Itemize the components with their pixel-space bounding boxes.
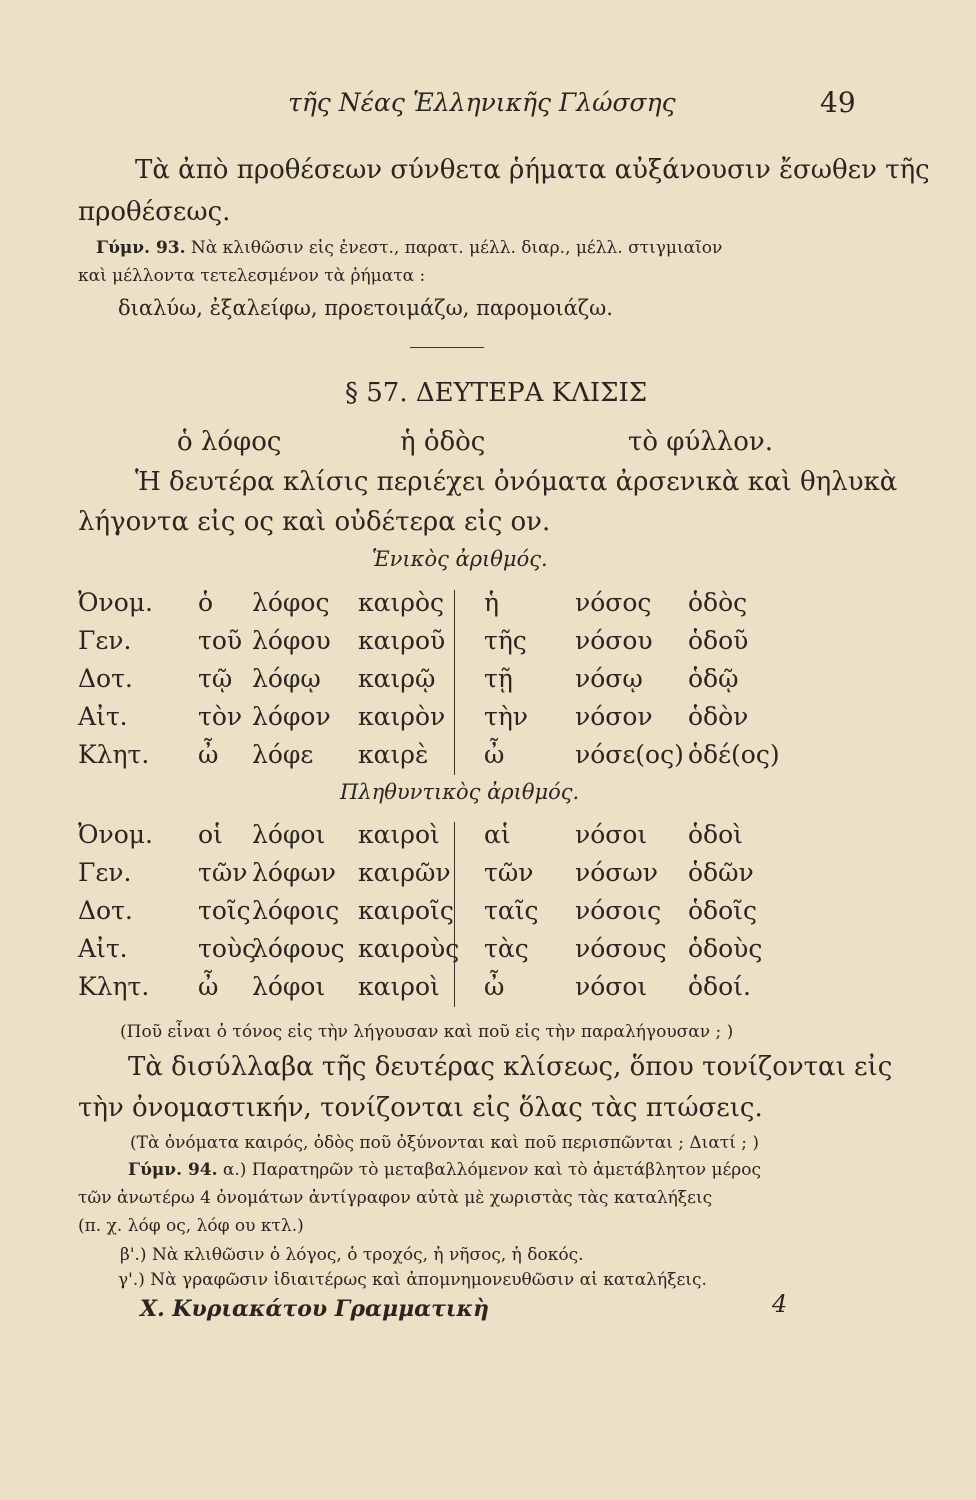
plural-cell-odos: ὁδοί. bbox=[688, 972, 751, 1001]
singular-cell-article-m: ὁ bbox=[198, 588, 214, 617]
plural-cell-kairos: καιροὶ bbox=[358, 820, 440, 849]
example-lofos: ὁ λόφος bbox=[177, 427, 282, 457]
intro-line-2: προθέσεως. bbox=[78, 197, 231, 227]
singular-cell-lofos: λόφος bbox=[252, 588, 330, 617]
singular-cell-case: Δοτ. bbox=[78, 664, 133, 693]
exercise-93-label: Γύμν. 93. bbox=[96, 238, 186, 258]
plural-column-divider bbox=[454, 822, 455, 1007]
singular-cell-kairos: καιρὸν bbox=[358, 702, 446, 731]
singular-cell-article-f: τὴν bbox=[484, 702, 529, 731]
plural-cell-odos: ὁδοὺς bbox=[688, 934, 763, 963]
plural-cell-article-f: ὦ bbox=[484, 972, 505, 1001]
singular-cell-nosos: νόσος bbox=[575, 588, 652, 617]
plural-cell-case: Κλητ. bbox=[78, 972, 150, 1001]
plural-cell-kairos: καιροὶ bbox=[358, 972, 440, 1001]
singular-cell-article-m: τοῦ bbox=[198, 626, 243, 655]
singular-cell-lofos: λόφου bbox=[252, 626, 331, 655]
plural-cell-lofos: λόφοις bbox=[252, 896, 340, 925]
singular-cell-kairos: καιρῷ bbox=[358, 664, 436, 693]
singular-cell-article-m: τῷ bbox=[198, 664, 233, 693]
plural-cell-lofos: λόφοι bbox=[252, 972, 326, 1001]
singular-cell-case: Αἰτ. bbox=[78, 702, 128, 731]
singular-cell-lofos: λόφε bbox=[252, 740, 314, 769]
plural-cell-kairos: καιρῶν bbox=[358, 858, 451, 887]
plural-cell-odos: ὁδοῖς bbox=[688, 896, 757, 925]
singular-cell-article-m: τὸν bbox=[198, 702, 243, 731]
singular-cell-odos: ὁδῷ bbox=[688, 664, 739, 693]
plural-heading: Πληθυντικὸς ἀριθμός. bbox=[340, 780, 580, 804]
question-1: (Ποῦ εἶναι ὁ τόνος εἰς τὴν λήγουσαν καὶ ποῦ εἰς τὴν παραλήγουσαν ; ) bbox=[120, 1022, 734, 1042]
rule-line-2: τὴν ὀνομαστικήν, τονίζονται εἰς ὅλας τὰς πτώσεις. bbox=[78, 1093, 763, 1123]
singular-cell-article-f: τῇ bbox=[484, 664, 513, 693]
exercise-94-b: β'.) Νὰ κλιθῶσιν ὁ λόγος, ὁ τροχός, ἡ νῆσος, ἡ δοκός. bbox=[120, 1245, 584, 1265]
singular-cell-kairos: καιρὲ bbox=[358, 740, 429, 769]
singular-cell-nosos: νόσῳ bbox=[575, 664, 643, 693]
plural-cell-kairos: καιροῖς bbox=[358, 896, 454, 925]
plural-cell-nosos: νόσοι bbox=[575, 820, 648, 849]
plural-cell-odos: ὁδοὶ bbox=[688, 820, 743, 849]
singular-cell-kairos: καιροῦ bbox=[358, 626, 446, 655]
rule-line-1: Τὰ δισύλλαβα τῆς δευτέρας κλίσεως, ὅπου τονίζονται εἰς bbox=[128, 1052, 893, 1082]
intro-line-1: Τὰ ἀπὸ προθέσεων σύνθετα ῥήματα αὐξάνουσιν ἔσωθεν τῆς bbox=[135, 155, 930, 185]
singular-cell-odos: ὁδὸς bbox=[688, 588, 748, 617]
singular-cell-nosos: νόσον bbox=[575, 702, 653, 731]
plural-cell-nosos: νόσοις bbox=[575, 896, 662, 925]
exercise-94-label: Γύμν. 94. bbox=[128, 1160, 218, 1180]
singular-cell-case: Κλητ. bbox=[78, 740, 150, 769]
question-2: (Τὰ ὀνόματα καιρός, ὁδὸς ποῦ ὀξύνονται καὶ ποῦ περισπῶνται ; Διατί ; ) bbox=[130, 1133, 760, 1153]
plural-cell-article-m: τῶν bbox=[198, 858, 248, 887]
singular-column-divider bbox=[454, 590, 455, 775]
running-title: τῆς Νέας Ἑλληνικῆς Γλώσσης bbox=[288, 88, 676, 117]
exercise-93-line-1 bbox=[96, 238, 722, 258]
description-line-2: λήγοντα εἰς ος καὶ οὐδέτερα εἰς ον. bbox=[78, 507, 551, 537]
section-divider bbox=[410, 347, 484, 348]
plural-cell-case: Γεν. bbox=[78, 858, 132, 887]
exercise-94-line-1 bbox=[128, 1160, 761, 1180]
plural-cell-article-f: τὰς bbox=[484, 934, 529, 963]
plural-cell-article-f: αἱ bbox=[484, 820, 511, 849]
example-odos: ἡ ὁδὸς bbox=[400, 427, 486, 457]
singular-cell-nosos: νόσου bbox=[575, 626, 653, 655]
singular-cell-kairos: καιρὸς bbox=[358, 588, 445, 617]
plural-cell-nosos: νόσους bbox=[575, 934, 667, 963]
plural-cell-article-m: οἱ bbox=[198, 820, 223, 849]
plural-cell-case: Δοτ. bbox=[78, 896, 133, 925]
singular-cell-article-f: τῆς bbox=[484, 626, 527, 655]
exercise-93-verbs: διαλύω, ἐξαλείφω, προετοιμάζω, παρομοιάζω. bbox=[118, 296, 613, 320]
plural-cell-kairos: καιροὺς bbox=[358, 934, 460, 963]
singular-cell-article-f: ἡ bbox=[484, 588, 499, 617]
plural-cell-nosos: νόσων bbox=[575, 858, 658, 887]
plural-cell-lofos: λόφων bbox=[252, 858, 336, 887]
singular-heading: Ἑνικὸς ἀριθμός. bbox=[372, 547, 548, 571]
plural-cell-article-f: τῶν bbox=[484, 858, 534, 887]
singular-cell-odos: ὁδέ(ος) bbox=[688, 740, 780, 769]
plural-cell-case: Αἰτ. bbox=[78, 934, 128, 963]
singular-cell-odos: ὁδοῦ bbox=[688, 626, 749, 655]
footer-author: Χ. Κυριακάτου Γραμματικὴ bbox=[140, 1296, 490, 1322]
singular-cell-case: Ὀνομ. bbox=[78, 588, 153, 617]
exercise-93-text: Νὰ κλιθῶσιν εἰς ἐνεστ., παρατ. μέλλ. διαρ., μέλλ. στιγμιαῖον bbox=[190, 238, 723, 258]
singular-cell-odos: ὁδὸν bbox=[688, 702, 749, 731]
signature-mark: 4 bbox=[772, 1290, 788, 1318]
example-fyllon: τὸ φύλλον. bbox=[628, 427, 773, 457]
exercise-93-line-2: καὶ μέλλοντα τετελεσμένον τὰ ῥήματα : bbox=[78, 266, 426, 286]
plural-cell-article-m: τοῖς bbox=[198, 896, 251, 925]
page-number: 49 bbox=[820, 86, 856, 119]
singular-cell-article-m: ὦ bbox=[198, 740, 219, 769]
singular-cell-article-f: ὦ bbox=[484, 740, 505, 769]
singular-cell-case: Γεν. bbox=[78, 626, 132, 655]
plural-cell-article-m: ὦ bbox=[198, 972, 219, 1001]
exercise-94-a2: τῶν ἀνωτέρω 4 ὀνομάτων ἀντίγραφον αὐτὰ μὲ χωριστὰς τὰς καταλήξεις bbox=[78, 1188, 713, 1208]
section-heading: § 57. ΔΕΥΤΕΡΑ ΚΛΙΣΙΣ bbox=[345, 378, 648, 408]
plural-cell-nosos: νόσοι bbox=[575, 972, 648, 1001]
plural-cell-article-m: τοὺς bbox=[198, 934, 257, 963]
singular-cell-lofos: λόφῳ bbox=[252, 664, 321, 693]
singular-cell-nosos: νόσε(ος) bbox=[575, 740, 684, 769]
exercise-94-c: γ'.) Νὰ γραφῶσιν ἰδιαιτέρως καὶ ἀπομνημονευθῶσιν αἱ καταλήξεις. bbox=[118, 1270, 707, 1290]
plural-cell-lofos: λόφους bbox=[252, 934, 345, 963]
plural-cell-case: Ὀνομ. bbox=[78, 820, 153, 849]
plural-cell-article-f: ταῖς bbox=[484, 896, 539, 925]
description-line-1: Ἡ δευτέρα κλίσις περιέχει ὀνόματα ἀρσενικὰ καὶ θηλυκὰ bbox=[135, 467, 898, 497]
exercise-94-a3: (π. χ. λόφ ος, λόφ ου κτλ.) bbox=[78, 1216, 304, 1236]
plural-cell-lofos: λόφοι bbox=[252, 820, 326, 849]
plural-cell-odos: ὁδῶν bbox=[688, 858, 754, 887]
exercise-94-a1: α.) Παρατηρῶν τὸ μεταβαλλόμενον καὶ τὸ ἀμετάβλητον μέρος bbox=[222, 1160, 762, 1180]
singular-cell-lofos: λόφον bbox=[252, 702, 331, 731]
